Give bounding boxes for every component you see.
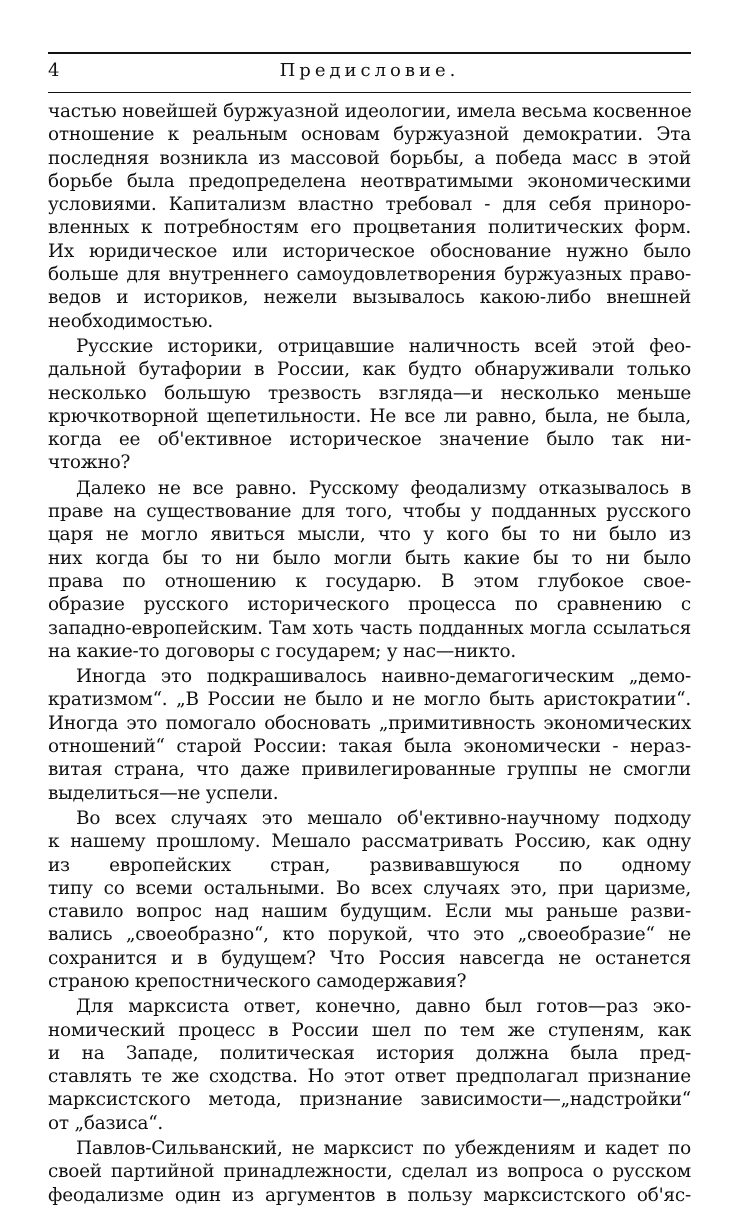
text-line: царя не могло явиться мысли, что у кого бы то ни было из	[48, 524, 691, 546]
text-line: несколько большую трезвость взгляда—и несколько меньше	[48, 382, 691, 404]
text-line: феодализме один из аргументов в пользу марксистского об'яс-	[48, 1184, 691, 1206]
page-body	[48, 100, 691, 1207]
text-line: ставлять те же сходства. Но этот ответ предполагал признание	[48, 1066, 691, 1088]
text-line: Павлов-Сильванский, не марксист по убеждениям и кадет по	[76, 1138, 691, 1160]
text-line: марксистского метода, признание зависимости—„надстройки“	[48, 1089, 691, 1111]
text-line: вались „своеобразно“, кто порукой, что это „своеобразие“ не	[48, 924, 691, 946]
running-head: Предисловие.	[279, 60, 460, 81]
paragraph	[48, 995, 691, 1135]
text-line: последняя возникла из массовой борьбы, а победа масс в этой	[48, 147, 691, 169]
book-page	[48, 52, 691, 1209]
text-line: ведов и историков, нежели вызывалось какою-либо внешней	[48, 287, 691, 309]
text-line: условиями. Капитализм властно требовал - для себя приноро-	[48, 194, 691, 216]
paragraph	[48, 335, 691, 475]
paragraph	[48, 665, 691, 805]
text-line: больше для внутреннего самоудовлетворения буржуазных право-	[48, 264, 691, 286]
paragraph	[48, 477, 691, 663]
text-line: сохранится и в будущем? Что Россия навсегда не останется	[48, 947, 691, 969]
text-line: Их юридическое или историческое обоснование нужно было	[48, 240, 691, 262]
text-line: чтожно?	[48, 452, 131, 474]
text-line: западно-европейским. Там хоть часть подданных могла ссылаться	[48, 617, 691, 639]
text-line: Иногда это помогало обосновать „примитивность экономических	[48, 712, 691, 734]
text-line: образие русского исторического процесса по сравнению с	[48, 594, 691, 616]
text-line: из европейских стран, развивавшуюся по одному	[48, 854, 691, 876]
page-header	[48, 60, 691, 92]
text-line: к нашему прошлому. Мешало рассматривать Россию, как одну	[48, 831, 691, 853]
page-number: 4	[48, 60, 60, 81]
text-line: на какие-то договоры с государем; у нас—никто.	[48, 640, 516, 662]
text-line: Во всех случаях это мешало об'ективно-научному подходу	[76, 807, 691, 829]
text-line: частью новейшей буржуазной идеологии, имела весьма косвенное	[48, 101, 692, 122]
header-rule	[48, 92, 691, 93]
text-line: отношение к реальным основам буржуазной демократии. Эта	[48, 124, 691, 146]
text-line: страною крепостнического самодержавия?	[48, 970, 467, 992]
text-line: Для марксиста ответ, конечно, давно был готов—раз эко-	[76, 996, 691, 1018]
text-line: них когда бы то ни было могли быть какие бы то ни было	[48, 547, 691, 569]
text-line: праве на существование для того, чтобы у подданных русского	[48, 501, 691, 523]
text-line: типу со всеми остальными. Во всех случаях это, при царизме,	[48, 877, 691, 899]
text-line: вленных к потребностям его процветания политических форм.	[48, 217, 691, 239]
text-line: своей партийной принадлежности, сделал из вопроса о русском	[48, 1161, 691, 1183]
text-line: выделиться—не успели.	[48, 782, 279, 804]
paragraph	[48, 807, 691, 993]
top-rule	[48, 52, 691, 54]
text-line: крючкотворной щепетильности. Не все ли равно, была, не была,	[48, 405, 691, 427]
paragraph	[48, 1137, 691, 1207]
text-line: отношений“ старой России: такая была экономически - нераз-	[48, 736, 691, 758]
text-line: Иногда это подкрашивалось наивно-демагогическим „демо-	[76, 666, 691, 688]
paragraph	[48, 100, 691, 333]
text-line: номический процесс в России шел по тем же ступеням, как	[48, 1019, 691, 1041]
text-line: борьбе была предопределена неотвратимыми экономическими	[48, 170, 691, 192]
text-line: и на Западе, политическая история должна была пред-	[48, 1042, 691, 1064]
text-line: когда ее об'ективное историческое значение было так ни-	[48, 429, 691, 451]
text-line: права по отношению к государю. В этом глубокое свое-	[48, 570, 691, 592]
text-line: необходимостью.	[48, 310, 214, 332]
text-line: Русские историки, отрицавшие наличность всей этой фео-	[76, 335, 691, 357]
text-line: кратизмом“. „В России не было и не могло быть аристократии“.	[48, 689, 691, 711]
text-line: витая страна, что даже привилегированные группы не смогли	[48, 759, 691, 781]
text-line: дальной бутафории в России, как будто обнаруживали только	[48, 359, 691, 381]
text-line: ставило вопрос над нашим будущим. Если мы раньше разви-	[48, 901, 691, 923]
text-line: от „базиса“.	[48, 1112, 164, 1134]
text-line: Далеко не все равно. Русскому феодализму отказывалось в	[76, 477, 691, 499]
